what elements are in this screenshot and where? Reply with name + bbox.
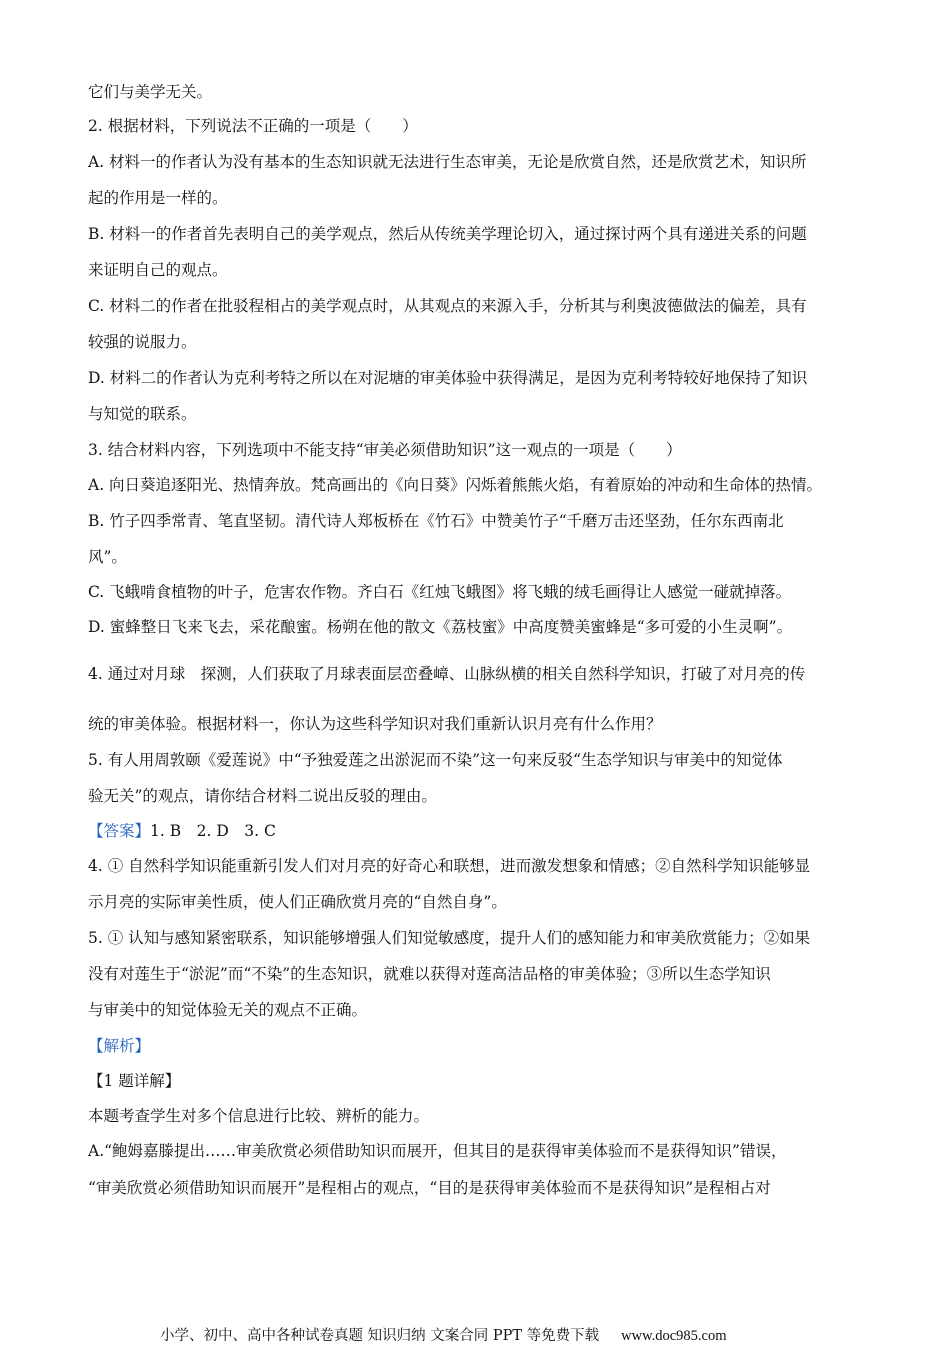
text-line: B. 竹子四季常青、笔直坚韧。清代诗人郑板桥在《竹石》中赞美竹子“千磨万击还坚劲，任尔东西南北 [88,512,784,530]
question-2-stem: 2. 根据材料，下列说法不正确的一项是（ ） [88,117,418,135]
answer-5-line: 5. ① 认知与感知紧密联系，知识能够增强人们知觉敏感度，提升人们的感知能力和审美欣赏能力；②如果 [88,929,811,947]
text-line: A. 向日葵追逐阳光、热情奔放。梵高画出的《向日葵》闪烁着熊熊火焰，有着原始的冲动和生命体的热情。 [88,476,823,494]
text-line: C. 材料二的作者在批驳程相占的美学观点时，从其观点的来源入手，分析其与利奥波德做法的偏差，具有 [88,297,807,315]
text-line: 没有对莲生于“淤泥”而“不染”的生态知识，就难以获得对莲高洁品格的审美体验；③所以生态学知识 [88,965,771,983]
text-line: 本题考查学生对多个信息进行比较、辨析的能力。 [88,1107,430,1125]
text-line: 统的审美体验。根据材料一，你认为这些科学知识对我们重新认识月亮有什么作用？ [88,715,662,733]
answer-label: 【答案】 [88,822,151,840]
answer-line [88,821,276,841]
detail-label: 【1 题详解】 [88,1072,181,1090]
text-line: 来证明自己的观点。 [88,261,228,279]
footer-link[interactable]: www.doc985.com [621,1328,727,1344]
text-line: 验无关”的观点，请你结合材料二说出反驳的理由。 [88,787,437,805]
text-line: A. 材料一的作者认为没有基本的生态知识就无法进行生态审美，无论是欣赏自然，还是欣赏艺术，知识所 [88,153,807,171]
text-line: D. 蜜蜂整日飞来飞去，采花酿蜜。杨朔在他的散文《荔枝蜜》中高度赞美蜜蜂是“多可爱的小生灵啊”。 [88,618,793,636]
text-line: 起的作用是一样的。 [88,189,228,207]
question-3-stem: 3. 结合材料内容，下列选项中不能支持“审美必须借助知识”这一观点的一项是（ ） [88,441,682,459]
question-4-stem: 4. 通过对月球 探测，人们获取了月球表面层峦叠嶂、山脉纵横的相关自然科学知识，打破了对月亮的传 [88,665,806,683]
question-5-stem: 5. 有人用周敦颐《爱莲说》中“予独爱莲之出淤泥而不染”这一句来反驳“生态学知识与审美中的知觉体 [88,751,783,769]
text-line: 与审美中的知觉体验无关的观点不正确。 [88,1001,368,1019]
text-line: “审美欣赏必须借助知识而展开”是程相占的观点，“目的是获得审美体验而不是获得知识”是程相占对 [88,1179,771,1197]
text-line: D. 材料二的作者认为克利考特之所以在对泥塘的审美体验中获得满足，是因为克利考特较好地保持了知识 [88,369,808,387]
text-line: 较强的说服力。 [88,333,197,351]
text-line: 风”。 [88,548,127,566]
answer-text: 1. B 2. D 3. C [150,822,276,840]
footer-text: 小学、初中、高中各种试卷真题 知识归纳 文案合同 PPT 等免费下载 [160,1328,600,1344]
text-line: 与知觉的联系。 [88,405,197,423]
analysis-label: 【解析】 [88,1037,151,1055]
text-line: A.“鲍姆嘉滕提出……审美欣赏必须借助知识而展开，但其目的是获得审美体验而不是获得知识”错误， [88,1142,787,1160]
text-line: B. 材料一的作者首先表明自己的美学观点，然后从传统美学理论切入，通过探讨两个具有递进关系的问题 [88,225,807,243]
answer-4-line: 4. ① 自然科学知识能重新引发人们对月亮的好奇心和联想，进而激发想象和情感；②自然科学知识能够显 [88,857,811,875]
page-footer [160,1324,727,1345]
text-line: 它们与美学无关。 [88,83,213,101]
text-line: C. 飞蛾啃食植物的叶子，危害农作物。齐白石《红烛飞蛾图》将飞蛾的绒毛画得让人感觉一碰就掉落。 [88,583,792,601]
text-line: 示月亮的实际审美性质，使人们正确欣赏月亮的“自然自身”。 [88,893,507,911]
